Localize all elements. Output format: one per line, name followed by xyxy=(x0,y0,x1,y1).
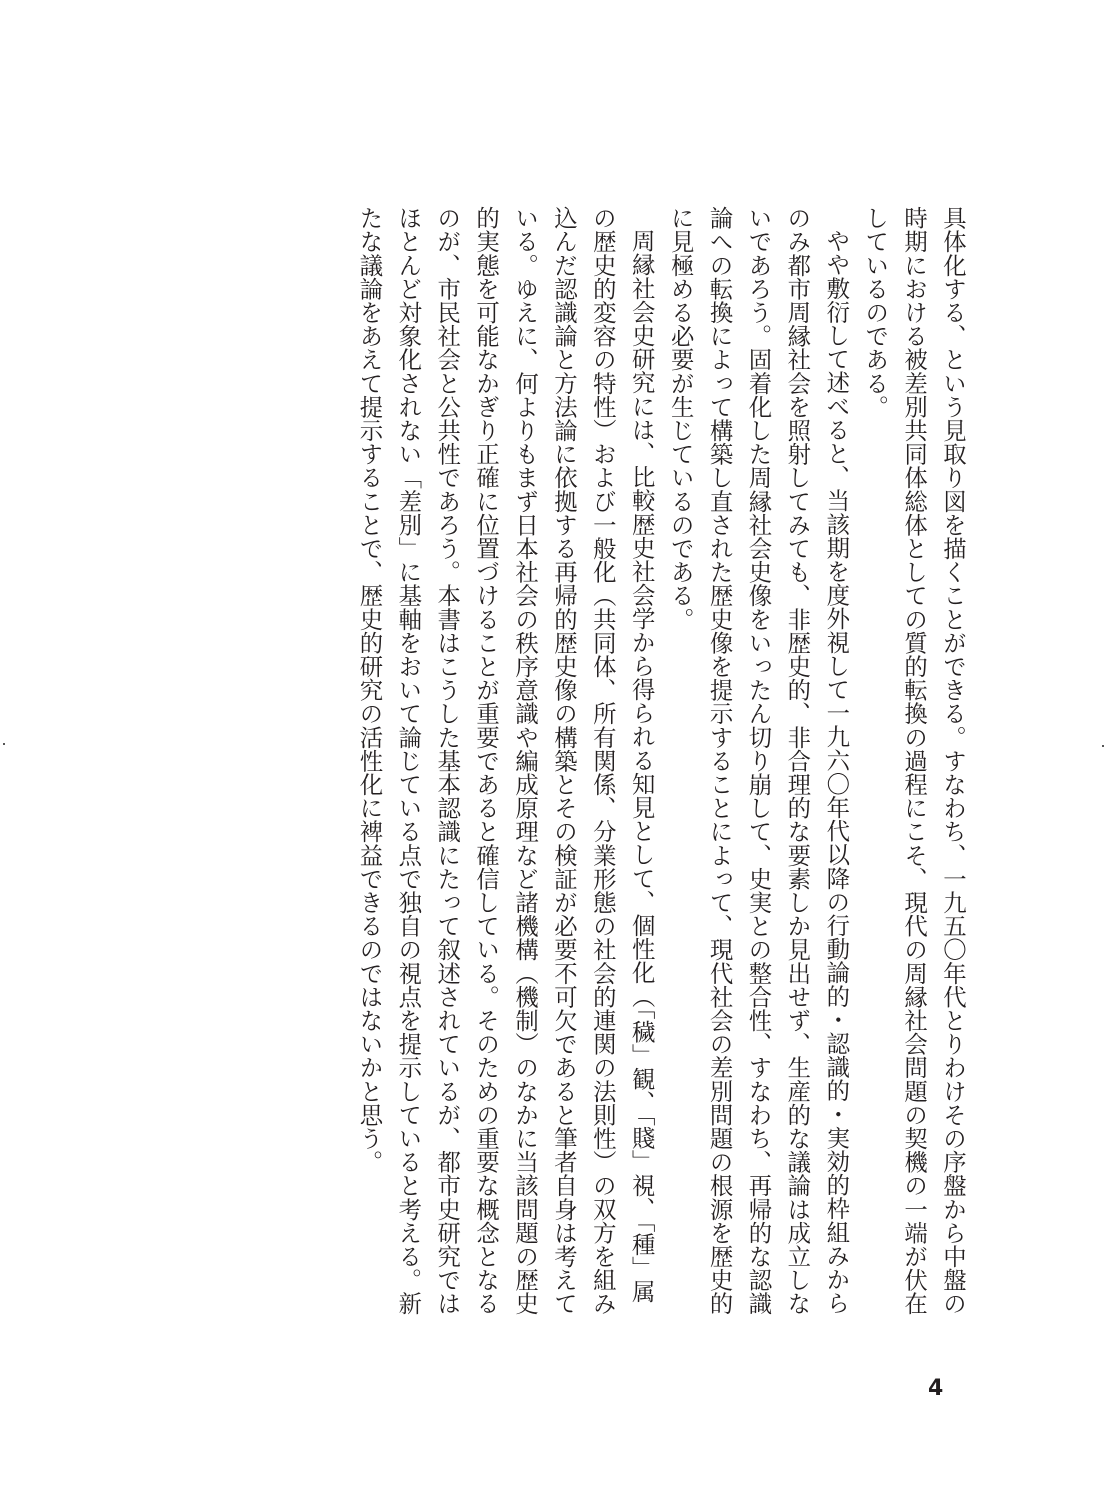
fold-mark-right xyxy=(1102,745,1104,747)
paragraph-1: 具体化する、という見取り図を描くことができる。すなわち、一九五〇年代とりわけその序盤から中盤の時期における被差別共同体総体としての質的転換の過程にこそ、現代の周縁社会問題の契機の一端が伏在しているのである。 xyxy=(861,206,967,1316)
paragraph-2: やや敷衍して述べると、当該期を度外視して一九六〇年代以降の行動論的・認識的・実効的枠組みからのみ都市周縁社会を照射してみても、非歴史的、非合理的な要素しか見出せず、生産的な議論は成立しないであろう。固着化した周縁社会史像をいったん切り崩して、史実との整合性、すなわち、再帰的な認識論への転換によって構築し直された歴史像を提示することによって、現代社会の差別問題の根源を歴史的に見極める必要が生じているのである。 xyxy=(666,206,851,1316)
paragraph-3: 周縁社会史研究には、比較歴史社会学から得られる知見として、個性化（「穢」観、「賤」視、「種」属の歴史的変容の特性）および一般化（共同体、所有関係、分業形態の社会的連関の法則性）の双方を組み込んだ認識論と方法論に依拠する再帰的歴史像の構築とその検証が必要不可欠であると筆者自身は考えている。ゆえに、何よりもまず日本社会の秩序意識や編成原理など諸機構（機制）のなかに当該問題の歴史的実態を可能なかぎり正確に位置づけることが重要であると確信している。そのための重要な概念となるのが、市民社会と公共性であろう。本書はこうした基本認識にたって叙述されているが、都市史研究ではほとんど対象化されない「差別」に基軸をおいて論じている点で独自の視点を提示していると考える。新たな議論をあえて提示することで、歴史的研究の活性化に裨益できるのではないかと思う。 xyxy=(355,206,656,1316)
body-text xyxy=(350,206,973,1316)
fold-mark-left xyxy=(3,743,5,745)
page-number: 4 xyxy=(928,1376,944,1401)
